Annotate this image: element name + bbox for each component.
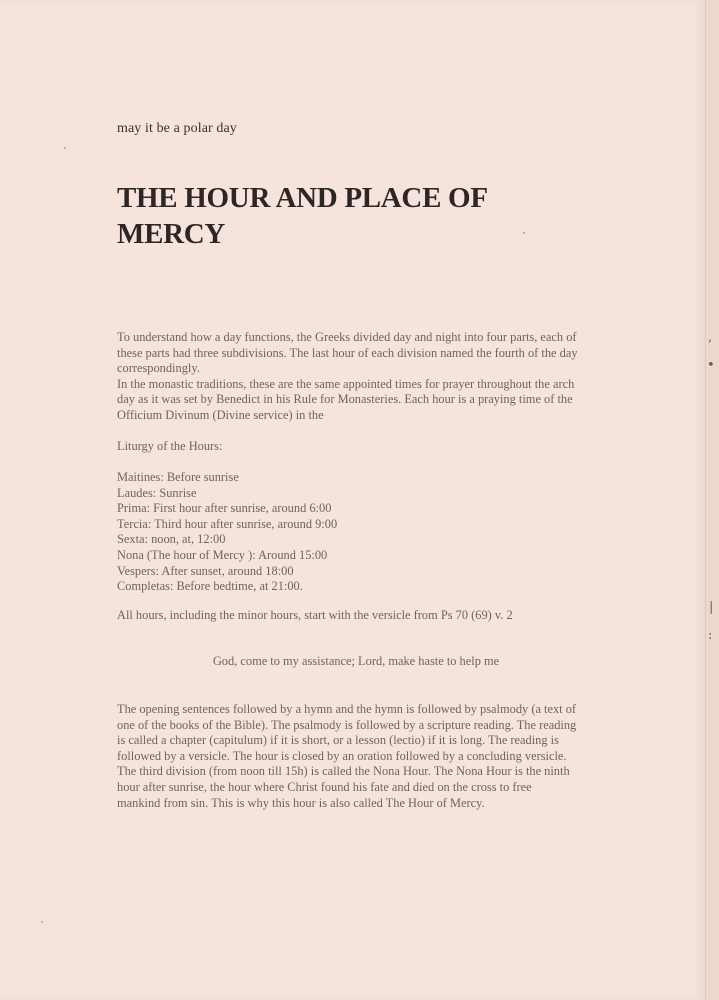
hours-list	[117, 470, 337, 595]
hours-list-item: Nona (The hour of Mercy ): Around 15:00	[117, 547, 328, 562]
hours-list-item: Sexta: noon, at, 12:00	[117, 532, 226, 547]
paper-speck	[41, 921, 43, 923]
intro-line: In the monastic traditions, these are the same appointed times for prayer throughout the arch	[117, 376, 575, 391]
page-title	[117, 180, 577, 252]
intro-paragraph-1	[117, 330, 617, 377]
liturgy-heading: Liturgy of the Hours:	[117, 439, 223, 453]
page-kicker: may it be a polar day	[117, 121, 237, 136]
hours-list-item: Maitines: Before sunrise	[117, 470, 239, 484]
page-edge	[705, 0, 719, 1000]
hours-list-item: Vespers: After sunset, around 18:00	[117, 563, 294, 578]
intro-paragraph-2	[117, 377, 617, 424]
intro-line: these parts had three subdivisions. The last hour of each division named the fourth of the day	[117, 345, 578, 360]
closing-line: The third division (from noon till 15h) is called the Nona Hour. The Nona Hour is the ninth	[117, 764, 570, 779]
edge-mark: :	[708, 628, 713, 643]
edge-mark: ,	[708, 330, 713, 345]
intro-line: To understand how a day functions, the Greeks divided day and night into four parts, each of	[117, 330, 577, 344]
closing-line: is called a chapter (capitulum) if it is short, or a lesson (lectio) if it is long. The reading is	[117, 733, 559, 748]
closing-line: mankind from sin. This is why this hour is also called The Hour of Mercy.	[117, 795, 485, 810]
hours-list-item: Completas: Before bedtime, at 21:00.	[117, 579, 303, 594]
intro-line: correspondingly.	[117, 361, 200, 376]
closing-paragraph	[117, 702, 617, 811]
paper-speck	[523, 232, 525, 234]
closing-paragraph-text	[117, 702, 617, 811]
versicle-quote: God, come to my assistance; Lord, make haste to help me	[212, 654, 500, 668]
closing-line: one of the books of the Bible). The psalmody is followed by a scripture reading. The reading	[117, 717, 577, 732]
hours-list-item: Tercia: Third hour after sunrise, around 9:00	[117, 516, 338, 531]
closing-line: followed by a versicle. The hour is closed by an oration followed by a concluding versicle.	[117, 748, 567, 763]
edge-mark: |	[709, 600, 714, 615]
closing-line: hour after sunrise, the hour where Christ found his fate and died on the cross to free	[117, 779, 532, 794]
intro-line: day as it was set by Benedict in his Rule for Monasteries. Each hour is a praying time of the	[117, 392, 573, 407]
all-hours-note: All hours, including the minor hours, start with the versicle from Ps 70 (69) v. 2	[117, 608, 513, 622]
edge-mark: •	[707, 358, 715, 373]
hours-list-item: Laudes: Sunrise	[117, 485, 197, 500]
hours-list-item: Prima: First hour after sunrise, around 6:00	[117, 501, 332, 516]
intro-section	[117, 330, 617, 424]
intro-line: Officium Divinum (Divine service) in the	[117, 407, 324, 422]
page-title-line-1: THE HOUR AND PLACE OF	[117, 182, 488, 214]
page-title-line-2: MERCY	[117, 218, 226, 250]
paper-speck	[64, 147, 66, 149]
closing-line: The opening sentences followed by a hymn and the hymn is followed by psalmody (a text of	[117, 702, 577, 716]
